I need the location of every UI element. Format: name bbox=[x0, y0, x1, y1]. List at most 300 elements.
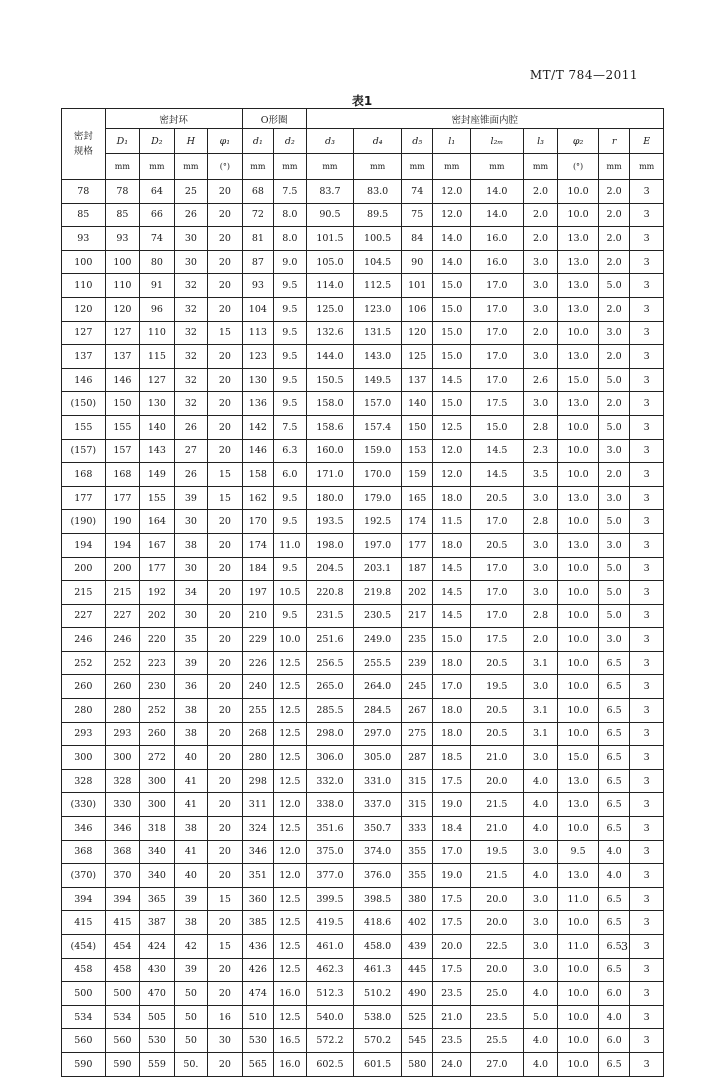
value-cell: 399.5 bbox=[306, 887, 354, 911]
value-cell: 14.5 bbox=[433, 581, 471, 605]
value-cell: 20 bbox=[208, 1052, 243, 1076]
value-cell: 190 bbox=[105, 510, 140, 534]
value-cell: 12.5 bbox=[274, 769, 306, 793]
value-cell: 418.6 bbox=[354, 911, 402, 935]
value-cell: 10.0 bbox=[558, 581, 599, 605]
value-cell: 20.0 bbox=[433, 935, 471, 959]
value-cell: 16.0 bbox=[274, 1052, 306, 1076]
spec-cell: 415 bbox=[62, 911, 106, 935]
value-cell: 462.3 bbox=[306, 958, 354, 982]
value-cell: 112.5 bbox=[354, 274, 402, 298]
value-cell: 3.0 bbox=[523, 274, 558, 298]
value-cell: 174 bbox=[401, 510, 432, 534]
value-cell: 3 bbox=[630, 439, 664, 463]
value-cell: 3.0 bbox=[523, 486, 558, 510]
column-unit: mm bbox=[470, 154, 523, 180]
value-cell: 26 bbox=[174, 463, 207, 487]
page-number: 3 bbox=[621, 940, 628, 953]
value-cell: 17.5 bbox=[433, 911, 471, 935]
value-cell: 14.5 bbox=[470, 463, 523, 487]
value-cell: 10.0 bbox=[558, 321, 599, 345]
value-cell: 12.5 bbox=[274, 675, 306, 699]
value-cell: 20 bbox=[208, 557, 243, 581]
spec-cell: 280 bbox=[62, 699, 106, 723]
value-cell: 131.5 bbox=[354, 321, 402, 345]
value-cell: 15 bbox=[208, 463, 243, 487]
value-cell: 20 bbox=[208, 982, 243, 1006]
value-cell: 3 bbox=[630, 982, 664, 1006]
value-cell: 298.0 bbox=[306, 722, 354, 746]
value-cell: 27.0 bbox=[470, 1052, 523, 1076]
value-cell: 9.5 bbox=[274, 604, 306, 628]
value-cell: 157.4 bbox=[354, 415, 402, 439]
value-cell: 11.0 bbox=[274, 533, 306, 557]
value-cell: 346 bbox=[105, 817, 140, 841]
value-cell: 204.5 bbox=[306, 557, 354, 581]
value-cell: 83.0 bbox=[354, 180, 402, 204]
value-cell: 3 bbox=[630, 935, 664, 959]
value-cell: 9.5 bbox=[274, 274, 306, 298]
value-cell: 287 bbox=[401, 746, 432, 770]
value-cell: 12.5 bbox=[274, 958, 306, 982]
value-cell: 20 bbox=[208, 297, 243, 321]
value-cell: 2.0 bbox=[523, 321, 558, 345]
value-cell: 72 bbox=[242, 203, 273, 227]
value-cell: 602.5 bbox=[306, 1052, 354, 1076]
value-cell: 15.0 bbox=[470, 415, 523, 439]
value-cell: 146 bbox=[105, 368, 140, 392]
value-cell: 318 bbox=[140, 817, 175, 841]
value-cell: 155 bbox=[105, 415, 140, 439]
value-cell: 10.0 bbox=[558, 180, 599, 204]
spec-cell: 100 bbox=[62, 250, 106, 274]
value-cell: 170 bbox=[242, 510, 273, 534]
value-cell: 430 bbox=[140, 958, 175, 982]
value-cell: 162 bbox=[242, 486, 273, 510]
value-cell: 20 bbox=[208, 651, 243, 675]
value-cell: 160.0 bbox=[306, 439, 354, 463]
value-cell: 114.0 bbox=[306, 274, 354, 298]
value-cell: 255.5 bbox=[354, 651, 402, 675]
value-cell: 13.0 bbox=[558, 533, 599, 557]
value-cell: 3 bbox=[630, 722, 664, 746]
value-cell: 17.5 bbox=[470, 628, 523, 652]
spec-cell: 120 bbox=[62, 297, 106, 321]
value-cell: 6.5 bbox=[598, 675, 629, 699]
value-cell: 123.0 bbox=[354, 297, 402, 321]
value-cell: 18.0 bbox=[433, 486, 471, 510]
value-cell: 10.0 bbox=[558, 1052, 599, 1076]
value-cell: 340 bbox=[140, 840, 175, 864]
value-cell: 158.0 bbox=[306, 392, 354, 416]
value-cell: 240 bbox=[242, 675, 273, 699]
value-cell: 13.0 bbox=[558, 392, 599, 416]
value-cell: 510.2 bbox=[354, 982, 402, 1006]
table-row bbox=[62, 439, 664, 463]
value-cell: 18.0 bbox=[433, 533, 471, 557]
value-cell: 590 bbox=[105, 1052, 140, 1076]
value-cell: 346 bbox=[242, 840, 273, 864]
value-cell: 3.0 bbox=[598, 439, 629, 463]
value-cell: 227 bbox=[105, 604, 140, 628]
table-row bbox=[62, 250, 664, 274]
header-row-symbols bbox=[62, 129, 664, 154]
value-cell: 3.0 bbox=[523, 581, 558, 605]
spec-cell: 590 bbox=[62, 1052, 106, 1076]
spec-cell: 215 bbox=[62, 581, 106, 605]
value-cell: 20 bbox=[208, 439, 243, 463]
value-cell: 5.0 bbox=[598, 510, 629, 534]
value-cell: 3.0 bbox=[523, 911, 558, 935]
value-cell: 9.5 bbox=[274, 392, 306, 416]
value-cell: 285.5 bbox=[306, 699, 354, 723]
value-cell: 132.6 bbox=[306, 321, 354, 345]
value-cell: 17.0 bbox=[470, 345, 523, 369]
spec-cell: 85 bbox=[62, 203, 106, 227]
value-cell: 202 bbox=[140, 604, 175, 628]
value-cell: 21.0 bbox=[433, 1005, 471, 1029]
column-symbol: l₂ₘ bbox=[470, 129, 523, 154]
spec-cell: 93 bbox=[62, 227, 106, 251]
value-cell: 87 bbox=[242, 250, 273, 274]
value-cell: 3 bbox=[630, 297, 664, 321]
value-cell: 85 bbox=[105, 203, 140, 227]
value-cell: 24.0 bbox=[433, 1052, 471, 1076]
value-cell: 9.5 bbox=[274, 321, 306, 345]
value-cell: 426 bbox=[242, 958, 273, 982]
value-cell: 36 bbox=[174, 675, 207, 699]
value-cell: 83.7 bbox=[306, 180, 354, 204]
value-cell: 20.0 bbox=[470, 887, 523, 911]
column-symbol: D₂ bbox=[140, 129, 175, 154]
value-cell: 81 bbox=[242, 227, 273, 251]
value-cell: 78 bbox=[105, 180, 140, 204]
value-cell: 177 bbox=[140, 557, 175, 581]
value-cell: 3.0 bbox=[523, 250, 558, 274]
value-cell: 26 bbox=[174, 203, 207, 227]
table-row bbox=[62, 840, 664, 864]
table-row bbox=[62, 227, 664, 251]
spec-cell: 346 bbox=[62, 817, 106, 841]
value-cell: 3.1 bbox=[523, 722, 558, 746]
value-cell: 461.3 bbox=[354, 958, 402, 982]
value-cell: 18.0 bbox=[433, 651, 471, 675]
value-cell: 12.0 bbox=[274, 840, 306, 864]
spec-cell: 394 bbox=[62, 887, 106, 911]
value-cell: 20 bbox=[208, 911, 243, 935]
value-cell: 198.0 bbox=[306, 533, 354, 557]
value-cell: 15 bbox=[208, 935, 243, 959]
table-row bbox=[62, 651, 664, 675]
value-cell: 3 bbox=[630, 628, 664, 652]
spec-cell: (454) bbox=[62, 935, 106, 959]
table-row bbox=[62, 297, 664, 321]
value-cell: 104.5 bbox=[354, 250, 402, 274]
value-cell: 338.0 bbox=[306, 793, 354, 817]
value-cell: 13.0 bbox=[558, 486, 599, 510]
value-cell: 39 bbox=[174, 486, 207, 510]
value-cell: 4.0 bbox=[523, 817, 558, 841]
column-unit: mm bbox=[306, 154, 354, 180]
value-cell: 6.3 bbox=[274, 439, 306, 463]
value-cell: 6.5 bbox=[598, 793, 629, 817]
value-cell: 149 bbox=[140, 463, 175, 487]
value-cell: 6.5 bbox=[598, 935, 629, 959]
value-cell: 32 bbox=[174, 345, 207, 369]
table-row bbox=[62, 274, 664, 298]
value-cell: 64 bbox=[140, 180, 175, 204]
value-cell: 50 bbox=[174, 1029, 207, 1053]
value-cell: 3.0 bbox=[523, 675, 558, 699]
value-cell: 15 bbox=[208, 887, 243, 911]
value-cell: 330 bbox=[105, 793, 140, 817]
value-cell: 174 bbox=[242, 533, 273, 557]
value-cell: 16.0 bbox=[274, 982, 306, 1006]
value-cell: 6.5 bbox=[598, 746, 629, 770]
value-cell: 20 bbox=[208, 958, 243, 982]
value-cell: 39 bbox=[174, 651, 207, 675]
value-cell: 115 bbox=[140, 345, 175, 369]
value-cell: 8.0 bbox=[274, 203, 306, 227]
value-cell: 80 bbox=[140, 250, 175, 274]
value-cell: 164 bbox=[140, 510, 175, 534]
table-body bbox=[62, 180, 664, 1077]
value-cell: 3 bbox=[630, 887, 664, 911]
value-cell: 3.1 bbox=[523, 699, 558, 723]
table-row bbox=[62, 982, 664, 1006]
value-cell: 96 bbox=[140, 297, 175, 321]
column-unit: (°) bbox=[558, 154, 599, 180]
value-cell: 10.0 bbox=[558, 463, 599, 487]
table-row bbox=[62, 746, 664, 770]
value-cell: 2.6 bbox=[523, 368, 558, 392]
value-cell: 215 bbox=[105, 581, 140, 605]
spec-cell: 260 bbox=[62, 675, 106, 699]
value-cell: 252 bbox=[105, 651, 140, 675]
column-symbol: d₅ bbox=[401, 129, 432, 154]
table-row bbox=[62, 533, 664, 557]
header-row-groups bbox=[62, 109, 664, 129]
value-cell: 12.0 bbox=[433, 463, 471, 487]
value-cell: 13.0 bbox=[558, 345, 599, 369]
value-cell: 159.0 bbox=[354, 439, 402, 463]
value-cell: 260 bbox=[105, 675, 140, 699]
value-cell: 74 bbox=[401, 180, 432, 204]
value-cell: 200 bbox=[105, 557, 140, 581]
value-cell: 127 bbox=[140, 368, 175, 392]
value-cell: 3 bbox=[630, 911, 664, 935]
value-cell: 9.5 bbox=[274, 297, 306, 321]
value-cell: 150.5 bbox=[306, 368, 354, 392]
spec-cell: 500 bbox=[62, 982, 106, 1006]
value-cell: 351.6 bbox=[306, 817, 354, 841]
value-cell: 350.7 bbox=[354, 817, 402, 841]
value-cell: 20 bbox=[208, 722, 243, 746]
value-cell: 17.5 bbox=[433, 769, 471, 793]
value-cell: 20 bbox=[208, 628, 243, 652]
value-cell: 280 bbox=[105, 699, 140, 723]
value-cell: 10.0 bbox=[558, 675, 599, 699]
value-cell: 10.0 bbox=[558, 817, 599, 841]
value-cell: 38 bbox=[174, 533, 207, 557]
value-cell: 458 bbox=[105, 958, 140, 982]
spec-cell: (370) bbox=[62, 864, 106, 888]
value-cell: 158.6 bbox=[306, 415, 354, 439]
column-unit: mm bbox=[433, 154, 471, 180]
value-cell: 280 bbox=[242, 746, 273, 770]
value-cell: 217 bbox=[401, 604, 432, 628]
value-cell: 157 bbox=[105, 439, 140, 463]
column-symbol: E bbox=[630, 129, 664, 154]
value-cell: 235 bbox=[401, 628, 432, 652]
value-cell: 10.0 bbox=[558, 911, 599, 935]
value-cell: 90 bbox=[401, 250, 432, 274]
table-row bbox=[62, 817, 664, 841]
column-unit: mm bbox=[630, 154, 664, 180]
value-cell: 18.0 bbox=[433, 699, 471, 723]
value-cell: 12.5 bbox=[433, 415, 471, 439]
value-cell: 306.0 bbox=[306, 746, 354, 770]
value-cell: 445 bbox=[401, 958, 432, 982]
value-cell: 30 bbox=[174, 250, 207, 274]
value-cell: 6.5 bbox=[598, 769, 629, 793]
value-cell: 140 bbox=[401, 392, 432, 416]
column-unit: mm bbox=[140, 154, 175, 180]
spec-cell: 560 bbox=[62, 1029, 106, 1053]
value-cell: 130 bbox=[140, 392, 175, 416]
spec-cell: 155 bbox=[62, 415, 106, 439]
table-row bbox=[62, 699, 664, 723]
value-cell: 297.0 bbox=[354, 722, 402, 746]
value-cell: 3 bbox=[630, 227, 664, 251]
value-cell: 17.5 bbox=[433, 958, 471, 982]
value-cell: 20 bbox=[208, 675, 243, 699]
value-cell: 474 bbox=[242, 982, 273, 1006]
value-cell: 298 bbox=[242, 769, 273, 793]
value-cell: 11.5 bbox=[433, 510, 471, 534]
value-cell: 9.5 bbox=[274, 486, 306, 510]
column-symbol: d₄ bbox=[354, 129, 402, 154]
value-cell: 101.5 bbox=[306, 227, 354, 251]
value-cell: 251.6 bbox=[306, 628, 354, 652]
seal-ring-header: 密封环 bbox=[105, 109, 242, 129]
value-cell: 192 bbox=[140, 581, 175, 605]
table-row bbox=[62, 793, 664, 817]
value-cell: 368 bbox=[105, 840, 140, 864]
value-cell: 505 bbox=[140, 1005, 175, 1029]
value-cell: 3.0 bbox=[523, 345, 558, 369]
value-cell: 93 bbox=[242, 274, 273, 298]
table-row bbox=[62, 628, 664, 652]
table-row bbox=[62, 463, 664, 487]
value-cell: 415 bbox=[105, 911, 140, 935]
value-cell: 41 bbox=[174, 840, 207, 864]
value-cell: 10.0 bbox=[558, 1029, 599, 1053]
column-unit: mm bbox=[274, 154, 306, 180]
value-cell: 20 bbox=[208, 604, 243, 628]
value-cell: 264.0 bbox=[354, 675, 402, 699]
value-cell: 10.0 bbox=[558, 415, 599, 439]
value-cell: 3.1 bbox=[523, 651, 558, 675]
value-cell: 20.0 bbox=[470, 958, 523, 982]
value-cell: 272 bbox=[140, 746, 175, 770]
value-cell: 104 bbox=[242, 297, 273, 321]
value-cell: 168 bbox=[105, 463, 140, 487]
value-cell: 20.5 bbox=[470, 651, 523, 675]
value-cell: 17.0 bbox=[433, 840, 471, 864]
value-cell: 30 bbox=[174, 557, 207, 581]
value-cell: 10.5 bbox=[274, 581, 306, 605]
value-cell: 16 bbox=[208, 1005, 243, 1029]
value-cell: 14.5 bbox=[433, 368, 471, 392]
value-cell: 17.5 bbox=[433, 887, 471, 911]
value-cell: 13.0 bbox=[558, 274, 599, 298]
value-cell: 3.0 bbox=[523, 297, 558, 321]
value-cell: 19.5 bbox=[470, 675, 523, 699]
value-cell: 6.5 bbox=[598, 887, 629, 911]
value-cell: 3 bbox=[630, 274, 664, 298]
value-cell: 4.0 bbox=[523, 793, 558, 817]
column-unit: mm bbox=[174, 154, 207, 180]
column-unit: mm bbox=[523, 154, 558, 180]
value-cell: 300 bbox=[105, 746, 140, 770]
value-cell: 13.0 bbox=[558, 297, 599, 321]
value-cell: 15.0 bbox=[433, 345, 471, 369]
value-cell: 3 bbox=[630, 1029, 664, 1053]
value-cell: 3 bbox=[630, 746, 664, 770]
value-cell: 12.5 bbox=[274, 887, 306, 911]
value-cell: 149.5 bbox=[354, 368, 402, 392]
spec-cell: 78 bbox=[62, 180, 106, 204]
value-cell: 12.0 bbox=[433, 180, 471, 204]
value-cell: 193.5 bbox=[306, 510, 354, 534]
value-cell: 7.5 bbox=[274, 180, 306, 204]
value-cell: 6.5 bbox=[598, 958, 629, 982]
column-symbol: l₃ bbox=[523, 129, 558, 154]
table-row bbox=[62, 368, 664, 392]
value-cell: 17.0 bbox=[470, 510, 523, 534]
value-cell: 5.0 bbox=[598, 368, 629, 392]
value-cell: 3 bbox=[630, 769, 664, 793]
value-cell: 10.0 bbox=[558, 1005, 599, 1029]
value-cell: 20 bbox=[208, 699, 243, 723]
value-cell: 15.0 bbox=[558, 368, 599, 392]
value-cell: 284.5 bbox=[354, 699, 402, 723]
value-cell: 365 bbox=[140, 887, 175, 911]
table-row bbox=[62, 486, 664, 510]
value-cell: 18.4 bbox=[433, 817, 471, 841]
value-cell: 3 bbox=[630, 250, 664, 274]
value-cell: 13.0 bbox=[558, 227, 599, 251]
column-unit: mm bbox=[354, 154, 402, 180]
value-cell: 184 bbox=[242, 557, 273, 581]
value-cell: 15.0 bbox=[433, 274, 471, 298]
table-row bbox=[62, 769, 664, 793]
value-cell: 177 bbox=[105, 486, 140, 510]
value-cell: 15.0 bbox=[433, 392, 471, 416]
value-cell: 15.0 bbox=[433, 628, 471, 652]
value-cell: 179.0 bbox=[354, 486, 402, 510]
value-cell: 331.0 bbox=[354, 769, 402, 793]
value-cell: 3 bbox=[630, 321, 664, 345]
value-cell: 3.0 bbox=[598, 628, 629, 652]
value-cell: 17.0 bbox=[470, 274, 523, 298]
value-cell: 165 bbox=[401, 486, 432, 510]
value-cell: 5.0 bbox=[523, 1005, 558, 1029]
value-cell: 2.8 bbox=[523, 510, 558, 534]
value-cell: 202 bbox=[401, 581, 432, 605]
value-cell: 6.5 bbox=[598, 722, 629, 746]
